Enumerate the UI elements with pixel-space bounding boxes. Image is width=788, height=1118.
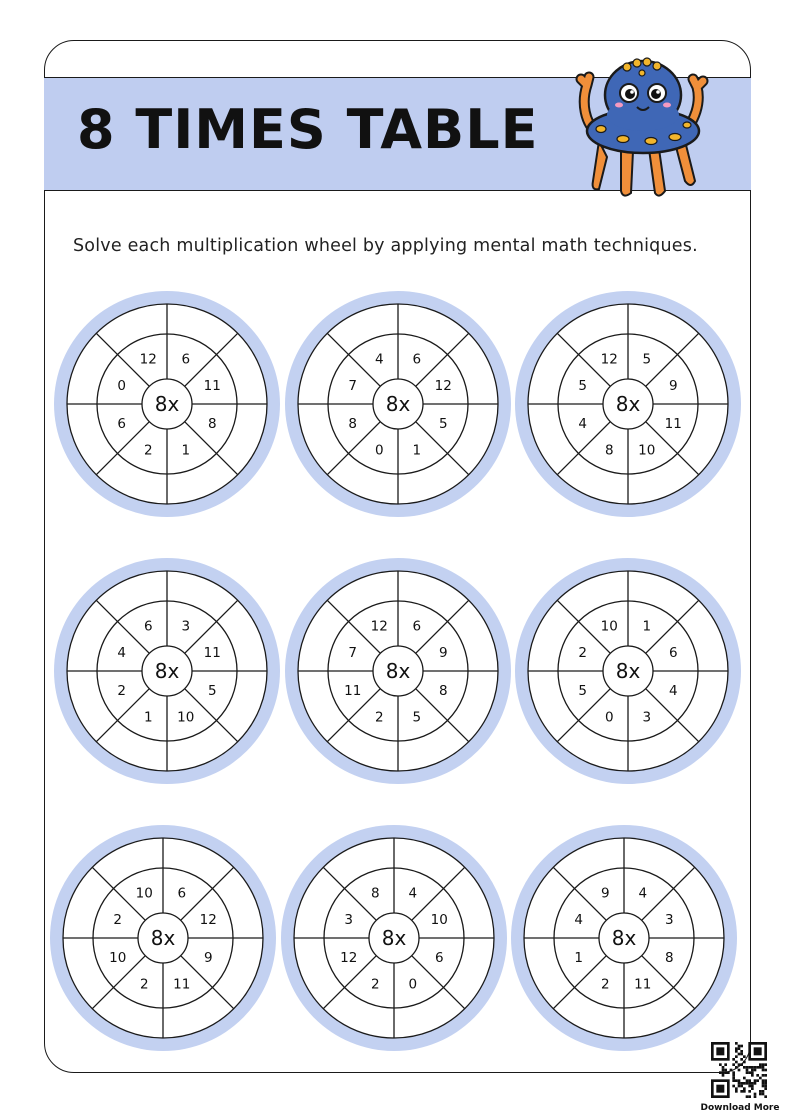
download-more-label[interactable]: Download More	[700, 1103, 780, 1113]
qr-code-icon[interactable]	[711, 1042, 767, 1098]
wheel-number: 11	[344, 682, 362, 699]
wheel-number: 12	[370, 618, 388, 635]
wheel-number: 9	[668, 378, 678, 395]
wheel-number: 5	[207, 682, 217, 699]
wheel-number: 8	[438, 682, 448, 699]
multiplication-wheel	[54, 558, 280, 784]
instructions-text: Solve each multiplication wheel by applying mental math techniques.	[73, 236, 698, 256]
multiplication-wheel	[285, 558, 511, 784]
wheel-number: 5	[578, 378, 588, 395]
wheel-number: 12	[434, 378, 452, 395]
wheel-number: 12	[340, 949, 358, 966]
wheel-number: 3	[642, 709, 652, 726]
wheel-center-label: 8x	[611, 926, 637, 950]
wheel-number: 4	[638, 885, 648, 902]
wheel-number: 4	[578, 415, 588, 432]
wheel-number: 10	[600, 618, 618, 635]
page-title: 8 TIMES TABLE	[77, 98, 539, 161]
wheel-number: 8	[207, 415, 217, 432]
wheel-number: 4	[117, 645, 127, 662]
multiplication-wheel	[281, 825, 507, 1051]
wheel-center-label: 8x	[150, 926, 176, 950]
wheel-number: 10	[135, 885, 153, 902]
wheel-number: 0	[408, 976, 418, 993]
wheel-number: 11	[203, 645, 221, 662]
wheel-number: 2	[600, 976, 610, 993]
wheel-number: 5	[438, 415, 448, 432]
wheel-number: 8	[370, 885, 380, 902]
wheel-number: 2	[143, 442, 153, 459]
multiplication-wheel	[54, 291, 280, 517]
wheel-number: 6	[412, 351, 422, 368]
wheel-number: 12	[139, 351, 157, 368]
wheel-number: 5	[578, 682, 588, 699]
wheel-number: 6	[668, 645, 678, 662]
wheel-number: 6	[143, 618, 153, 635]
wheel-number: 0	[374, 442, 384, 459]
wheel-number: 6	[434, 949, 444, 966]
wheel-number: 11	[173, 976, 191, 993]
wheel-number: 9	[600, 885, 610, 902]
multiplication-wheel	[515, 291, 741, 517]
wheel-number: 11	[664, 415, 682, 432]
wheel-number: 8	[348, 415, 358, 432]
wheel-number: 2	[117, 682, 127, 699]
wheel-number: 12	[600, 351, 618, 368]
wheel-center-label: 8x	[154, 659, 180, 683]
wheel-number: 7	[348, 378, 358, 395]
wheel-number: 3	[664, 912, 674, 929]
wheel-number: 9	[438, 645, 448, 662]
wheel-number: 6	[181, 351, 191, 368]
wheel-number: 6	[177, 885, 187, 902]
wheel-number: 0	[604, 709, 614, 726]
wheel-number: 6	[117, 415, 127, 432]
wheel-number: 3	[181, 618, 191, 635]
wheel-number: 0	[117, 378, 127, 395]
wheel-center-label: 8x	[615, 659, 641, 683]
wheel-number: 4	[574, 912, 584, 929]
wheel-number: 11	[634, 976, 652, 993]
wheel-number: 3	[344, 912, 354, 929]
multiplication-wheel	[515, 558, 741, 784]
wheel-number: 6	[412, 618, 422, 635]
wheel-center-label: 8x	[615, 392, 641, 416]
wheel-number: 10	[430, 912, 448, 929]
wheel-number: 8	[604, 442, 614, 459]
wheel-number: 7	[348, 645, 358, 662]
wheel-number: 4	[408, 885, 418, 902]
wheel-number: 9	[203, 949, 213, 966]
wheel-number: 2	[370, 976, 380, 993]
wheel-number: 1	[574, 949, 584, 966]
wheel-number: 12	[199, 912, 217, 929]
wheel-center-label: 8x	[385, 392, 411, 416]
wheel-number: 8	[664, 949, 674, 966]
wheel-center-label: 8x	[381, 926, 407, 950]
wheel-number: 10	[177, 709, 195, 726]
wheel-number: 1	[642, 618, 652, 635]
wheel-number: 11	[203, 378, 221, 395]
wheel-number: 2	[113, 912, 123, 929]
wheel-number: 2	[139, 976, 149, 993]
wheel-number: 1	[143, 709, 153, 726]
wheel-number: 5	[412, 709, 422, 726]
wheel-number: 10	[109, 949, 127, 966]
wheel-number: 4	[668, 682, 678, 699]
wheel-number: 1	[181, 442, 191, 459]
multiplication-wheel	[50, 825, 276, 1051]
wheel-number: 4	[374, 351, 384, 368]
wheel-number: 2	[578, 645, 588, 662]
wheel-number: 2	[374, 709, 384, 726]
wheel-center-label: 8x	[154, 392, 180, 416]
multiplication-wheel	[511, 825, 737, 1051]
wheel-number: 1	[412, 442, 422, 459]
wheel-center-label: 8x	[385, 659, 411, 683]
wheel-number: 5	[642, 351, 652, 368]
multiplication-wheel	[285, 291, 511, 517]
wheel-number: 10	[638, 442, 656, 459]
